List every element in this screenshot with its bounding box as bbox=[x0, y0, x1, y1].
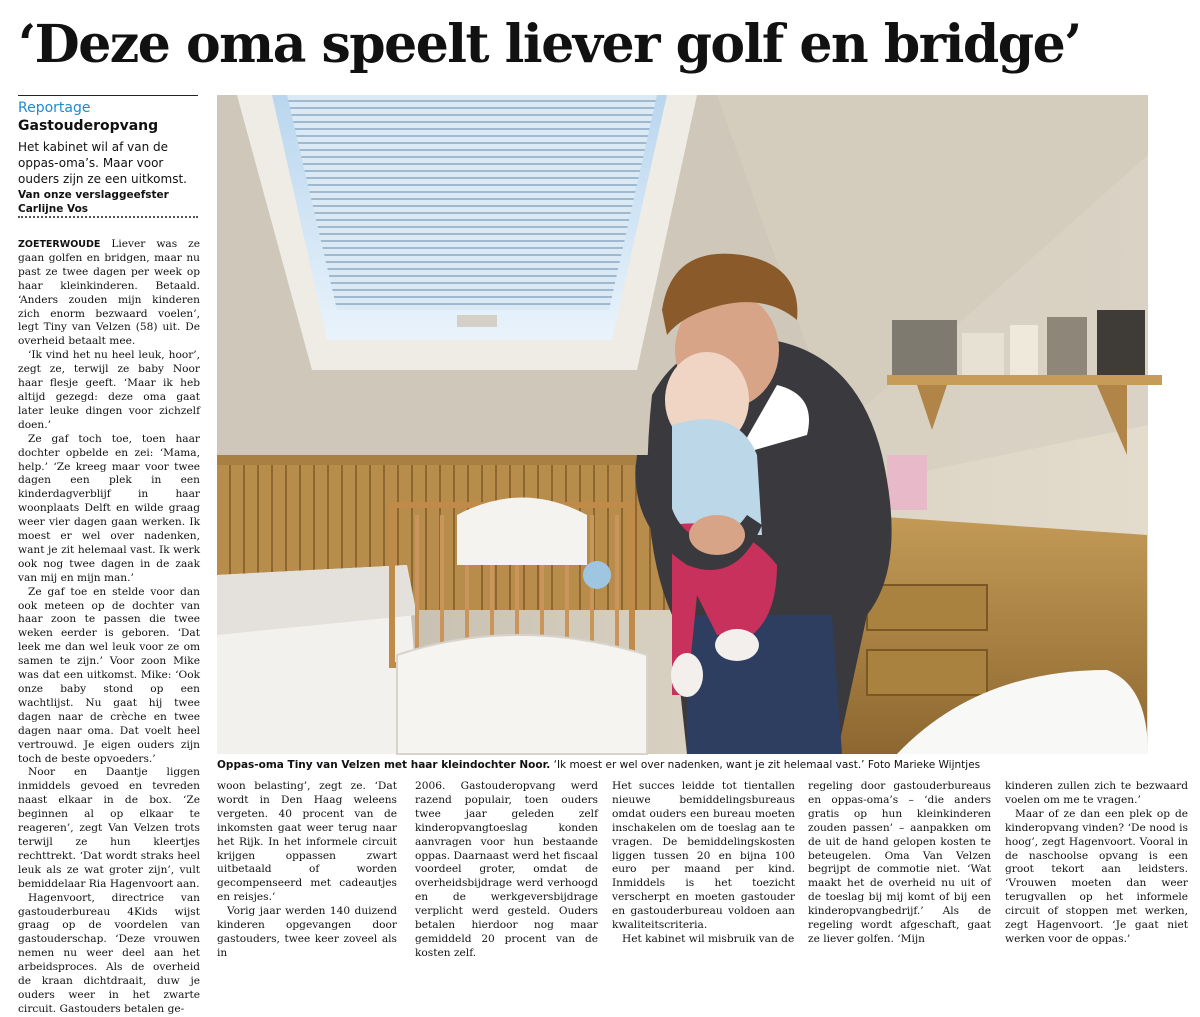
caption-quote: ‘Ik moest er wel over nadenken, want je zit helemaal vast.’ bbox=[550, 759, 865, 771]
paragraph: regeling door gastouderbureaus en oppas-oma’s – ‘die anders gratis op hun kleinkinderen zouden passen’ – aanpakken om de uit de hand gelopen kosten te beteugelen. Oma Van Velzen begrijpt de commotie niet. ‘Wat maakt het de overheid nu uit of de toeslag bij mij komt of bij een kinderopvangbedrijf.’ Als de regeling wordt afgeschaft, gaat ze liever golfen. ‘Mijn bbox=[808, 780, 991, 945]
topic-label: Gastouderopvang bbox=[18, 118, 159, 134]
caption-lead: Oppas-oma Tiny van Velzen met haar kleindochter Noor. bbox=[217, 759, 551, 771]
paragraph: Ze gaf toe en stelde voor dan ook meteen op de dochter van haar zoon te passen die twee weken eerder is geboren. ‘Dat leek me dan wel leuk voor ze om samen te zijn.’ Voor zoon Mike was dat een uitkomst. Mike: ‘Ook onze baby stond op een wachtlijst. Nu gaat hij twee dagen naar de crèche en twee dagen naar oma. Dat voelt heel vertrouwd. Je eigen ouders zijn toch de beste opvoeders.’ bbox=[18, 585, 200, 765]
article-column-4 bbox=[612, 780, 795, 945]
photo-caption bbox=[217, 758, 1157, 772]
byline-author: Carlijne Vos bbox=[18, 203, 89, 215]
byline bbox=[18, 188, 200, 216]
dateline: ZOETERWOUDE bbox=[18, 239, 101, 250]
paragraph: kinderen zullen zich te bezwaard voelen om me te vragen.’ bbox=[1005, 780, 1188, 806]
paragraph: woon belasting’, zegt ze. ‘Dat wordt in Den Haag weleens vergeten. 40 procent van de inkomsten gaat weer terug naar het Rijk. In het informele circuit krijgen oppassen zwart uitbetaald of worden gecompenseerd met cadeautjes en reisjes.’ bbox=[217, 780, 397, 904]
paragraph: Het succes leidde tot tientallen nieuwe bemiddelingsbureaus omdat ouders een bureau moeten inschakelen om de toeslag aan te vragen. De bemiddelingskosten liggen tussen 20 en bijna 100 euro per maand per kind. Inmiddels is het toezicht verscherpt en moeten gastouder en gastouderbureau voldoen aan kwaliteitscriteria. bbox=[612, 780, 795, 932]
article-column-5 bbox=[808, 780, 991, 945]
paragraph: Maar of ze dan een plek op de kinderopvang vinden? ‘De nood is hoog’, zegt Hagenvoort. Vooral in de naschoolse opvang is een groot tekort aan leidsters. ‘Vrouwen moeten dan weer terugvallen op het informele circuit of stoppen met werken, zegt Hagenvoort. ‘Je gaat niet werken voor de oppas.’ bbox=[1005, 807, 1188, 945]
paragraph: Ze gaf toch toe, toen haar dochter opbelde en zei: ‘Mama, help.’ ‘Ze kreeg maar voor twee dagen een plek in een kinderdagverblijf in haar woonplaats Delft en wilde graag weer vier dagen gaan werken. Ik moest er wel over nadenken, want je zit helemaal vast. Ik werk ook nog twee dagen in de zaak van mij en mijn man.’ bbox=[18, 432, 200, 584]
article-column-3 bbox=[415, 780, 598, 959]
intro-text: Het kabinet wil af van de oppas-oma’s. Maar voor ouders zijn ze een uitkomst. bbox=[18, 140, 187, 186]
paragraph: Noor en Daantje liggen inmiddels gevoed en tevreden naast elkaar in de box. ‘Ze beginnen al op elkaar te reageren’, zegt Van Velzen trots terwijl ze hun kleertjes rechttrekt. ‘Dat wordt straks heel leuk als ze wat groter zijn’, vult bemiddelaar Ria Hagenvoort aan. bbox=[18, 766, 200, 890]
photo-illustration bbox=[217, 95, 1148, 754]
paragraph: Het kabinet wil misbruik van de bbox=[622, 932, 795, 945]
sidebar-top-rule bbox=[18, 95, 198, 96]
byline-role: Van onze verslaggeefster bbox=[18, 189, 169, 201]
article-column-6 bbox=[1005, 780, 1188, 945]
headline: ‘Deze oma speelt liever golf en bridge’ bbox=[18, 14, 1081, 75]
paragraph: 2006. Gastouderopvang werd razend populair, toen ouders twee jaar geleden zelf kinderopvangtoeslag konden aanvragen voor hun bestaande oppas. Daarnaast werd het fiscaal voordeel groter, omdat de overheidsbijdrage werd verhoogd en de werkgeversbijdrage verplicht werd gesteld. Ouders betalen hierdoor nog maar gemiddeld 20 procent van de kosten zelf. bbox=[415, 780, 598, 959]
article-photo bbox=[217, 95, 1148, 754]
article-column-2 bbox=[217, 780, 397, 959]
paragraph: ZOETERWOUDE Liever was ze gaan golfen en bridgen, maar nu past ze twee dagen per week op haar kleinkinderen. Betaald. ‘Anders zouden mijn kinderen zich enorm bezwaard voelen’, legt Tiny van Velzen (58) uit. De overheid betaalt mee. bbox=[18, 238, 200, 348]
paragraph: Hagenvoort, directrice van gastouderbureau 4Kids wijst graag op de voordelen van gastouderschap. ‘Deze vrouwen nemen nu weer deel aan het arbeidsproces. Als de overheid de kraan dichtdraait, duw je ouders weer in het zwarte circuit. Gastouders betalen ge- bbox=[18, 891, 200, 1015]
section-kicker: Reportage bbox=[18, 100, 91, 116]
caption-credit: Foto Marieke Wijntjes bbox=[864, 759, 981, 771]
paragraph: ‘Ik vind het nu heel leuk, hoor’, zegt ze, terwijl ze baby Noor haar flesje geeft. ‘Maar ik heb altijd gezegd: deze oma gaat later leuke dingen voor zichzelf doen.’ bbox=[18, 349, 200, 431]
article-column-1 bbox=[18, 238, 200, 1015]
dotted-divider bbox=[18, 216, 198, 218]
paragraph: Vorig jaar werden 140 duizend kinderen opgevangen door gastouders, twee keer zoveel als in bbox=[217, 905, 397, 959]
